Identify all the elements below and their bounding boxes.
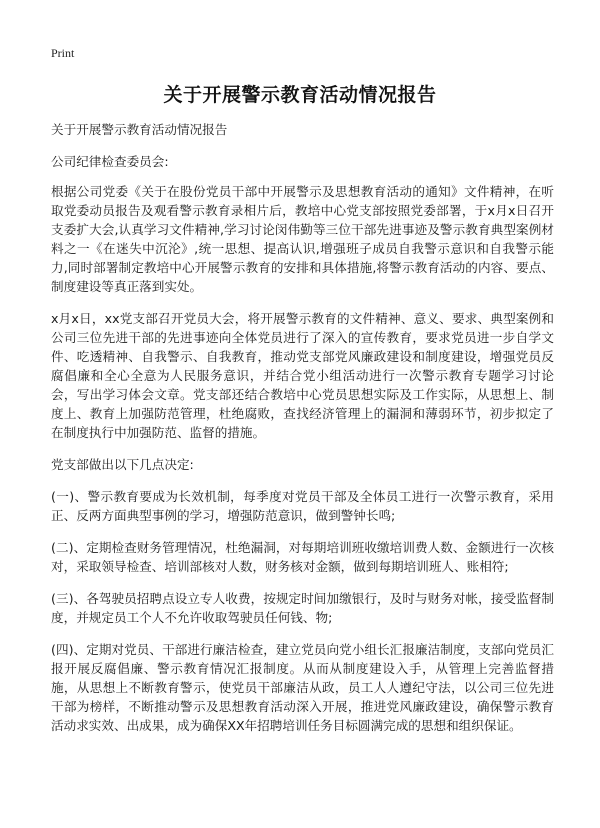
- print-link[interactable]: Print: [51, 46, 75, 60]
- paragraph-background: 根据公司党委《关于在股份党员干部中开展警示及思想教育活动的通知》文件精神，在听取党委动员报告及观看警示教育录相片后，教培中心党支部按照党委部署，于x月x日召开支委扩大会,认真学习文件精神,学习讨论闵伟勤等三位干部先进事迹及警示教育典型案例材料之一《在迷失中沉沦》,统一思想、提高认识,增强班子成员自我警示意识和自我警示能力,同时部署制定教培中心开展警示教育的安排和具体措施,将警示教育活动的内容、要点、制度建设等真正落到实处。: [51, 184, 554, 294]
- decision-item-4: (四)、定期对党员、干部进行廉洁检查，建立党员向党小组长汇报廉洁制度，支部向党员汇报开展反腐倡廉、警示教育情况汇报制度。从而从制度建设入手，从管理上完善监督措施，从思想上不断教育警示，使党员干部廉洁从政，员工人人遵纪守法，以公司三位先进干部为榜样，不断推动警示及思想教育活动深入开展，推进党风廉政建设，确保警示教育活动求实效、出成果，成为确保XX年招聘培训任务目标圆满完成的思想和组织保证。: [51, 642, 554, 733]
- decision-item-2: (二)、定期检查财务管理情况，杜绝漏洞，对每期培训班收缴培训费人数、金额进行一次核对，采取领导检查、培训部核对人数，财务核对金额，做到每期培训班人、账相符;: [51, 540, 554, 574]
- paragraph-decisions-intro: 党支部做出以下几点决定:: [51, 457, 194, 472]
- decision-item-3: (三)、各驾驶员招聘点设立专人收费，按规定时间加缴银行，及时与财务对帐，接受监督制度，并规定员工个人不允许收取驾驶员任何钱、物;: [51, 591, 554, 625]
- document-subtitle: 关于开展警示教育活动情况报告: [51, 122, 228, 137]
- decision-item-1: (一)、警示教育要成为长效机制，每季度对党员干部及全体员工进行一次警示教育，采用正、反两方面典型事例的学习，增强防范意识，做到警钟长鸣;: [51, 489, 554, 523]
- document-title: 关于开展警示教育活动情况报告: [163, 84, 437, 106]
- paragraph-party-meeting: x月x日，xx党支部召开党员大会，将开展警示教育的文件精神、意义、要求、典型案例和公司三位先进干部的先进事迹向全体党员进行了深入的宣传教育，要求党员进一步自学文件、吃透精神、自我警示、自我教育，推动党支部党风廉政建设和制度建设，增强党员反腐倡廉和全心全意为人民服务意识，并结合党小组活动进行一次警示教育专题学习讨论会，写出学习体会文章。党支部还结合教培中心党员思想实际及工作实际，从思想上、制度上、教育上加强防范管理，杜绝腐败，查找经济管理上的漏洞和薄弱环节，初步拟定了在制度执行中加强防范、监督的措施。: [51, 311, 554, 440]
- document-body: [51, 120, 554, 748]
- salutation: 公司纪律检查委员会:: [51, 154, 169, 169]
